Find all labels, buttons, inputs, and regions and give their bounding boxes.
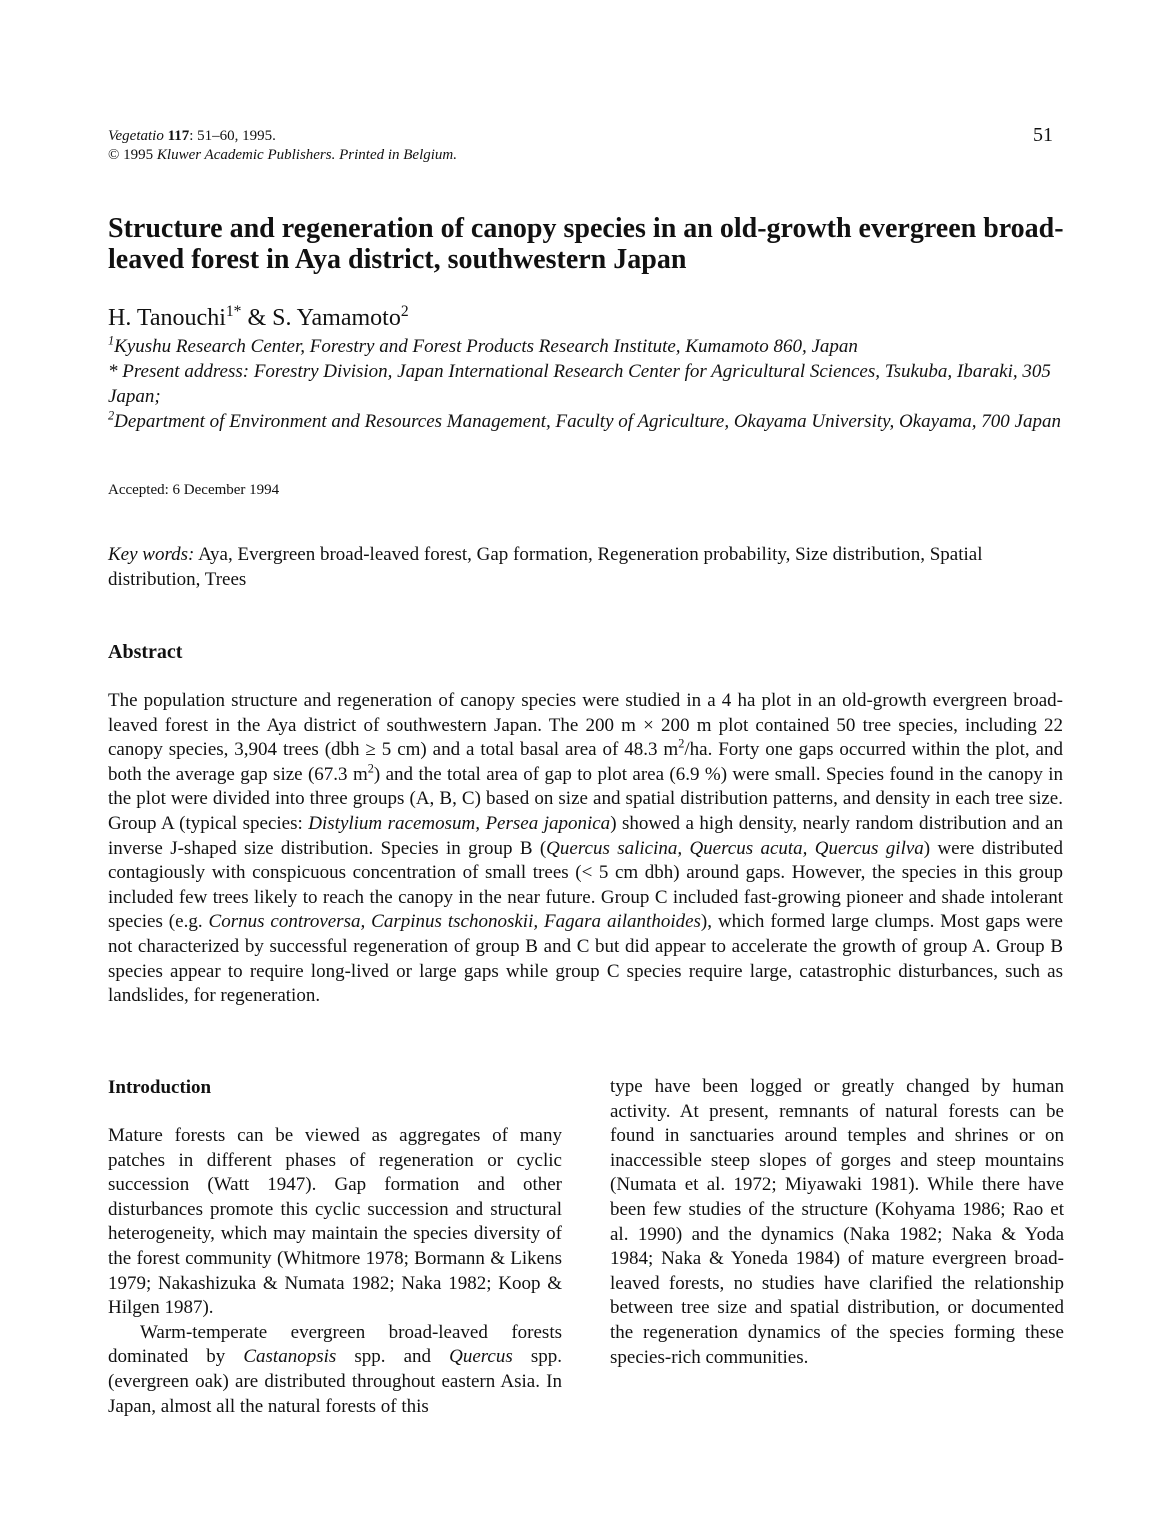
affiliation-2-text: Department of Environment and Resources Management, Faculty of Agriculture, Okayama University, Okayama, 700 Japan (114, 411, 1061, 432)
author-2-marker: 2 (400, 303, 409, 320)
copyright: © 1995 (108, 147, 154, 163)
species-group-a: Distylium racemosum, Persea japonica (308, 812, 611, 834)
author-1: H. Tanouchi (108, 305, 226, 331)
abstract-sup-1: 2 (678, 736, 685, 751)
author-1-marker: 1* (225, 303, 242, 320)
journal-citation (108, 127, 457, 165)
journal-line (108, 127, 457, 146)
affiliation-1 (108, 334, 1068, 359)
copyright-line (108, 146, 457, 165)
keywords (108, 542, 1063, 592)
publisher: Kluwer Academic Publishers. Printed in Belgium. (156, 147, 458, 163)
genus-castanopsis: Castanopsis (243, 1346, 337, 1368)
accepted-date: Accepted: 6 December 1994 (108, 482, 280, 498)
intro-p2-part-3: spp. (evergreen oak) are distributed throughout eastern Asia. In Japan, almost all the natural forests of this (108, 1346, 562, 1417)
affiliation-1-marker: 1 (108, 333, 115, 348)
species-group-c: Cornus controversa, Carpinus tschonoskii, Fagara ailanthoides (208, 911, 701, 933)
keywords-label: Key words: (108, 544, 195, 565)
introduction-heading: Introduction (108, 1077, 212, 1098)
journal-name: Vegetatio (108, 128, 164, 144)
introduction-column-2: type have been logged or greatly changed by human activity. At present, remnants of natural forests can be found in sanctuaries around temples and shrines or on inaccessible steep slopes of gorges and steep mountains (Numata et al. 1972; Miyawaki 1981). While there have been few studies of the structure (Kohyama 1986; Rao et al. 1990) and the dynamics (Naka 1982; Naka & Yoda 1984; Naka & Yoneda 1984) of mature evergreen broad-leaved forests, no studies have clarified the relationship between tree size and spatial distribution, or documented the regeneration dynamics of the species forming these species-rich communities. (610, 1076, 1064, 1368)
abstract-part-1: The population structure and regeneration of canopy species were studied in a 4 ha plot in an old-growth evergreen broad-leaved forest in the Aya district of southwestern Japan. The 200 m × 200 m plot contained 50 tree species, including 22 canopy species, 3,904 trees (dbh ≥ 5 cm) and a total basal area of 48.3 m (108, 690, 1063, 761)
species-group-b: Quercus salicina, Quercus acuta, Quercus gilva (546, 837, 924, 859)
genus-quercus: Quercus (449, 1346, 513, 1368)
abstract-part-6: ), which formed large clumps. Most gaps were not characterized by successful regeneration of group B and C but did appear to accelerate the growth of group A. Group B species appear to require long-lived or large gaps while group C species require large, catastrophic disturbances, such as landslides, for regeneration. (108, 911, 1063, 1007)
abstract-heading: Abstract (108, 641, 183, 663)
abstract-part-3: ) and the total area of gap to plot area (6.9 %) were small. Species found in the canopy in the plot were divided into three groups (A, B, C) based on size and spatial distribution patterns, and density in each tree size. Group A (typical species: (108, 763, 1063, 834)
authors (108, 303, 409, 333)
paper-title: Structure and regeneration of canopy species in an old-growth evergreen broad-leaved forest in Aya district, southwestern Japan (108, 213, 1064, 275)
introduction-paragraph-1: Mature forests can be viewed as aggregates of many patches in different phases of regeneration or cyclic succession (Watt 1947). Gap formation and other disturbances promote this cyclic succession and structural heterogeneity, which may maintain the species diversity of the forest community (Whitmore 1978; Bormann & Likens 1979; Nakashizuka & Numata 1982; Naka 1982; Koop & Hilgen 1987). (108, 1125, 562, 1319)
affiliation-2-marker: 2 (108, 408, 115, 423)
abstract-part-5: ) were distributed contagiously with conspicuous concentration of small trees (< 5 cm dbh) around gaps. However, the species in this group included few trees likely to reach the canopy in the near future. Group C included fast-growing pioneer and shade intolerant species (e.g. (108, 837, 1063, 933)
journal-pages: : 51–60, 1995. (189, 128, 276, 144)
page-number: 51 (1033, 124, 1053, 146)
intro-p2-part-1: Warm-temperate evergreen broad-leaved forests dominated by (108, 1321, 562, 1368)
abstract-part-2: /ha. Forty one gaps occurred within the plot, and both the average gap size (67.3 m (108, 739, 1063, 785)
affiliation-2 (108, 409, 1068, 434)
intro-p2-part-2: spp. and (336, 1346, 450, 1368)
introduction-column-1 (108, 1124, 562, 1419)
journal-volume: 117 (167, 128, 190, 144)
abstract-part-4: ) showed a high density, nearly random distribution and an inverse J-shaped size distribution. Species in group B ( (108, 812, 1063, 859)
author-separator: & (241, 305, 273, 331)
abstract-text (108, 689, 1063, 1009)
affiliation-1-text: Kyushu Research Center, Forestry and Forest Products Research Institute, Kumamoto 860, Japan (114, 336, 858, 357)
present-address: * Present address: Forestry Division, Japan International Research Center for Agricultural Sciences, Tsukuba, Ibaraki, 305 Japan; (108, 361, 1051, 407)
affiliations (108, 334, 1068, 434)
introduction-paragraph-2 (108, 1321, 562, 1419)
abstract-sup-2: 2 (367, 761, 374, 776)
author-2: S. Yamamoto (272, 305, 401, 331)
keywords-text: Aya, Evergreen broad-leaved forest, Gap formation, Regeneration probability, Size distribution, Spatial distribution, Trees (108, 544, 983, 590)
